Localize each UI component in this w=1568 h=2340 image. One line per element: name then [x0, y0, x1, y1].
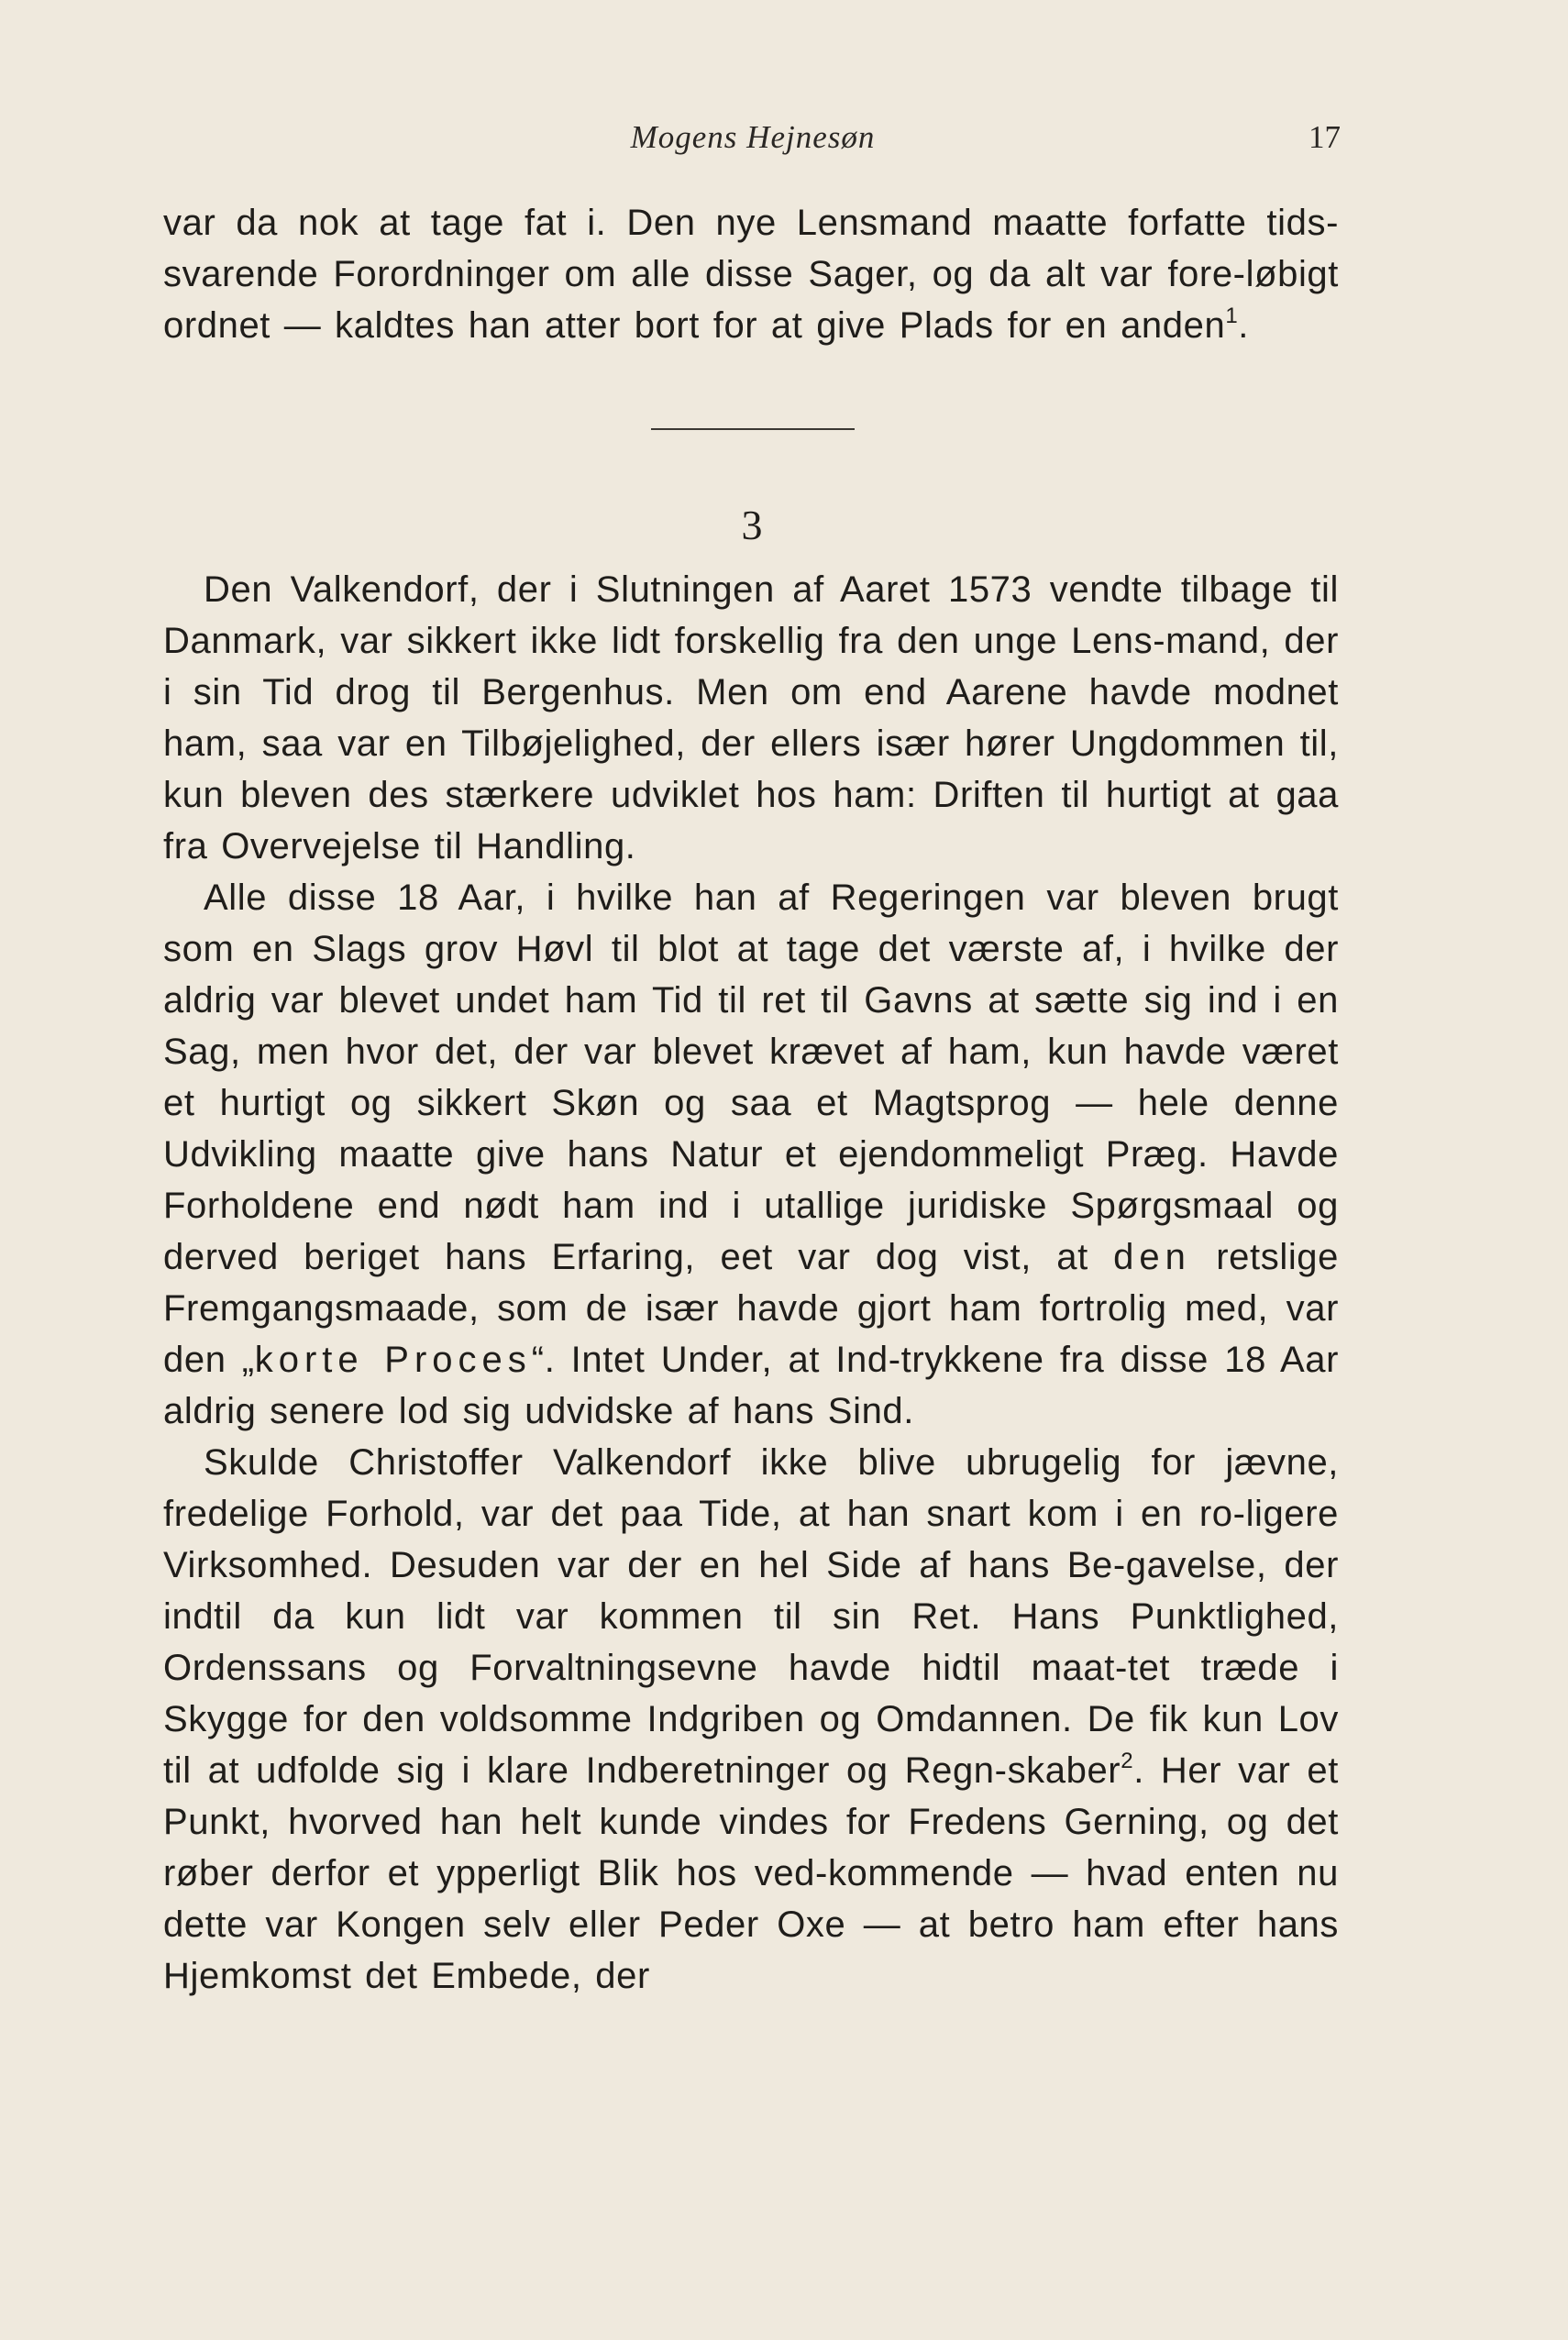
paragraph-text: “. Intet Under, at Ind-trykkene fra disse 18 Aar aldrig senere lod sig udvidske af hans Sind. [163, 1340, 1340, 1431]
section-divider [651, 428, 855, 430]
paragraph [163, 1437, 1339, 2002]
paragraph [163, 197, 1339, 351]
section-2-text [163, 564, 1339, 2002]
paragraph-text: . [1238, 305, 1249, 346]
section-number: 3 [741, 502, 763, 548]
paragraph-text: Alle disse 18 Aar, i hvilke han af Regeringen var bleven brugt som en Slags grov Høvl til blot at tage det værste af, i hvilke der aldrig var blevet undet ham Tid til ret til Gavns at sætte sig ind i en Sag, men hvor det, der var blevet krævet af ham, kun havde været et hurtigt og sikkert Skøn og saa et Magtsprog — hele denne Udvikling maatte give hans Natur et ejendommeligt Præg. Havde Forholdene end nødt ham ind i utallige juridiske Spørgsmaal og derved beriget hans Erfaring, eet var dog vist, at [163, 878, 1339, 1277]
spaced-emphasis: korte Proces [254, 1340, 532, 1380]
running-title: Mogens Hejnesøn [630, 119, 876, 155]
paragraph [163, 872, 1339, 1437]
paragraph-text: retslige Fremgangsmaade, som de især havde gjort ham fortrolig med, var den „ [163, 1237, 1339, 1380]
paragraph-text: Skulde Christoffer Valkendorf ikke blive ubrugelig for jævne, fredelige Forhold, var det paa Tide, at han snart kom i en ro-ligere Virksomhed. Desuden var der en hel Side af hans Be-gavelse, der indtil da kun lidt var kommen til sin Ret. Hans Punktlighed, Ordenssans og Forvaltningsevne havde hidtil maat-tet træde i Skygge for den voldsomme Indgriben og Omdannen. De fik kun Lov til at udfolde sig i klare Indberetninger og Regn-skaber [163, 1442, 1339, 1791]
page-number: 17 [1309, 119, 1341, 155]
paragraph: Den Valkendorf, der i Slutningen af Aaret 1573 vendte tilbage til Danmark, var sikkert ikke lidt forskellig fra den unge Lens-mand, der i sin Tid drog til Bergenhus. Men om end Aarene havde modnet ham, saa var en Tilbøjelighed, der ellers især hører Ungdommen til, kun bleven des stærkere udviklet hos ham: Driften til hurtigt at gaa fra Overvejelse til Handling. [163, 569, 1339, 866]
spaced-emphasis: den [1113, 1237, 1191, 1277]
paragraph-text: . Her var et Punkt, hvorved han helt kunde vindes for Fredens Gerning, og det røber derfor et ypperligt Blik hos ved-kommende — hvad enten nu dette var Kongen selv eller Peder Oxe — at betro ham efter hans Hjemkomst det Embede, der [163, 1750, 1339, 1996]
running-head [165, 110, 1341, 165]
section-1-text [163, 197, 1339, 351]
paragraph-text: var da nok at tage fat i. Den nye Lensmand maatte forfatte tids-svarende Forordninger om alle disse Sager, og da alt var fore-løbigt ordnet — kaldtes han atter bort for at give Plads for en anden [163, 203, 1339, 346]
footnote-ref: 2 [1121, 1749, 1134, 1773]
footnote-ref: 1 [1225, 304, 1239, 328]
